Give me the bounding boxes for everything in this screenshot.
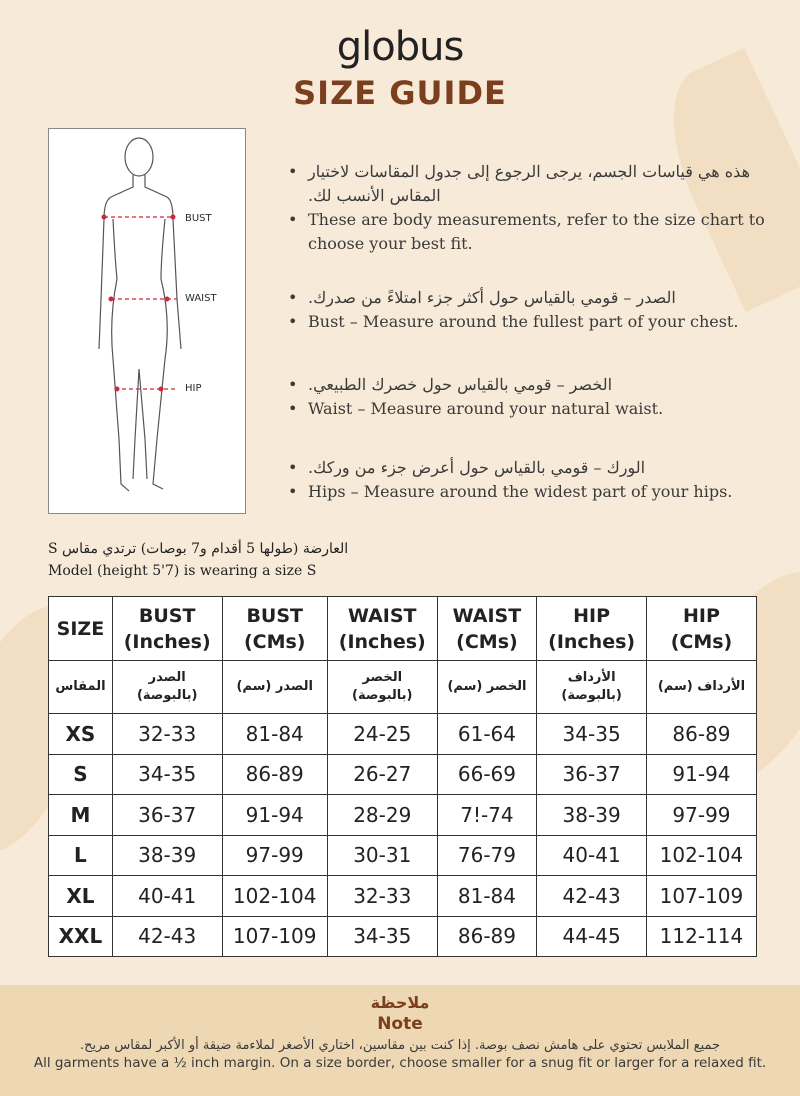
header-row	[49, 597, 757, 661]
header-text: الأرداف	[567, 670, 616, 685]
measurement-cell: 102-104	[646, 835, 756, 876]
measurement-cell: 76-79	[437, 835, 537, 876]
header-text: (CMs)	[243, 630, 306, 653]
table-row	[49, 754, 757, 795]
note-section	[0, 985, 800, 1096]
header-cell	[222, 597, 327, 661]
size-cell: XXL	[49, 916, 113, 957]
measurement-cell: 81-84	[222, 714, 327, 755]
bullet-group-hips	[288, 456, 768, 504]
bullet-group-bust	[288, 286, 768, 334]
measurement-cell: 40-41	[112, 876, 222, 917]
table-row	[49, 795, 757, 836]
header-cell	[437, 661, 537, 714]
bullet-ar: • الصدر – قومي بالقياس حول أكثر جزء امتلاءً من صدرك.	[288, 286, 768, 310]
table-row	[49, 876, 757, 917]
measurement-cell: 44-45	[537, 916, 647, 957]
note-title-ar: ملاحظة	[370, 993, 430, 1012]
header-text: BUST	[138, 604, 196, 627]
header-text: SIZE	[56, 617, 105, 640]
body-silhouette	[49, 129, 245, 513]
header-text: (CMs)	[456, 630, 518, 653]
bust-label: BUST	[185, 213, 212, 224]
bullet-ar: • الخصر – قومي بالقياس حول خصرك الطبيعي.	[288, 373, 768, 397]
measurement-cell: 66-69	[437, 754, 537, 795]
note-title: Note	[377, 1014, 423, 1034]
measurement-cell: 86-89	[646, 714, 756, 755]
size-cell: XL	[49, 876, 113, 917]
header-text: WAIST	[452, 604, 522, 627]
brand-logo: globus	[336, 24, 464, 70]
measurement-cell: 32-33	[327, 876, 437, 917]
header-cell	[112, 597, 222, 661]
measurement-cell: 36-37	[537, 754, 647, 795]
measurement-cell: 34-35	[537, 714, 647, 755]
measurement-cell: 24-25	[327, 714, 437, 755]
model-info-ar: العارضة (طولها 5 أقدام و7 بوصات) ترتدي مقاس S	[48, 541, 349, 557]
bullet-group-waist	[288, 373, 768, 421]
header-cell	[437, 597, 537, 661]
measurement-cell: 107-109	[222, 916, 327, 957]
measurement-cell: 34-35	[327, 916, 437, 957]
measurement-cell: 26-27	[327, 754, 437, 795]
measurement-cell: 7!-74	[437, 795, 537, 836]
header-text: WAIST	[347, 604, 417, 627]
header-text: (Inches)	[123, 630, 211, 653]
measurement-cell: 42-43	[112, 916, 222, 957]
header-text: (بالبوصة)	[352, 688, 413, 703]
header-text: HIP	[573, 604, 611, 627]
header-text: (Inches)	[548, 630, 636, 653]
hip-label: HIP	[185, 383, 202, 394]
size-cell: S	[49, 754, 113, 795]
header-cell	[49, 661, 113, 714]
measurement-cell: 34-35	[112, 754, 222, 795]
size-cell: XS	[49, 714, 113, 755]
measurement-cell: 86-89	[222, 754, 327, 795]
table-row	[49, 714, 757, 755]
measurement-cell: 32-33	[112, 714, 222, 755]
header-text: الصدر	[148, 670, 186, 685]
measurement-cell: 36-37	[112, 795, 222, 836]
measurement-cell: 112-114	[646, 916, 756, 957]
header-cell	[327, 661, 437, 714]
measurement-cell: 91-94	[646, 754, 756, 795]
measurement-cell: 107-109	[646, 876, 756, 917]
header-text: HIP	[683, 604, 720, 627]
bullet-en: • Waist – Measure around your natural waist.	[288, 397, 768, 421]
model-info	[48, 538, 348, 582]
bullet-en: • Hips – Measure around the widest part of your hips.	[288, 480, 768, 504]
header-cell	[646, 661, 756, 714]
header-text: المقاس	[55, 679, 106, 694]
header-text: الأرداف (سم)	[657, 679, 746, 694]
measurement-cell: 28-29	[327, 795, 437, 836]
measurement-cell: 38-39	[112, 835, 222, 876]
header-text: (CMs)	[670, 630, 733, 653]
table-row	[49, 835, 757, 876]
bullet-en: • Bust – Measure around the fullest part of your chest.	[288, 310, 768, 334]
header-cell	[537, 597, 647, 661]
measurement-cell: 97-99	[222, 835, 327, 876]
size-cell: L	[49, 835, 113, 876]
header-text: الخصر (سم)	[447, 679, 527, 694]
header-text: (Inches)	[338, 630, 426, 653]
measurement-cell: 42-43	[537, 876, 647, 917]
bullet-en: • These are body measurements, refer to the size chart to choose your best fit.	[288, 208, 768, 256]
measurement-cell: 81-84	[437, 876, 537, 917]
model-info-en: Model (height 5'7) is wearing a size S	[48, 563, 317, 579]
measurement-cell: 61-64	[437, 714, 537, 755]
measurement-cell: 102-104	[222, 876, 327, 917]
header-cell	[112, 661, 222, 714]
bullet-ar: • هذه هي قياسات الجسم، يرجى الرجوع إلى جدول المقاسات لاختيار المقاس الأنسب لك.	[288, 160, 768, 208]
header-cell	[327, 597, 437, 661]
measurement-cell: 40-41	[537, 835, 647, 876]
header-text: الخصر	[362, 670, 403, 685]
measurement-cell: 86-89	[437, 916, 537, 957]
header-text: الصدر (سم)	[236, 679, 313, 694]
bullet-group-intro	[288, 160, 768, 256]
header-cell	[49, 597, 113, 661]
header-text: BUST	[246, 604, 303, 627]
note-text-ar: جميع الملابس تحتوي على هامش نصف بوصة. إذا كنت بين مقاسين، اختاري الأصغر لملاءمة ضيقة أو الأكبر لمقاس مريح.	[79, 1038, 721, 1053]
header-row-arabic	[49, 661, 757, 714]
measurement-cell: 30-31	[327, 835, 437, 876]
size-chart-table	[48, 596, 757, 957]
bullet-ar: • الورك – قومي بالقياس حول أعرض جزء من وركك.	[288, 456, 768, 480]
measurement-cell: 97-99	[646, 795, 756, 836]
note-text: All garments have a ½ inch margin. On a size border, choose smaller for a snug fit or larger for a relaxed fit.	[33, 1055, 767, 1071]
header-cell	[222, 661, 327, 714]
page-title: SIZE GUIDE	[293, 74, 507, 112]
header-cell	[537, 661, 647, 714]
size-cell: M	[49, 795, 113, 836]
measurement-cell: 91-94	[222, 795, 327, 836]
measurement-cell: 38-39	[537, 795, 647, 836]
header-cell	[646, 597, 756, 661]
waist-label: WAIST	[185, 293, 217, 304]
header-text: (بالبوصة)	[136, 688, 198, 703]
body-measurement-figure	[48, 128, 246, 514]
header-text: (بالبوصة)	[561, 688, 622, 703]
table-row	[49, 916, 757, 957]
